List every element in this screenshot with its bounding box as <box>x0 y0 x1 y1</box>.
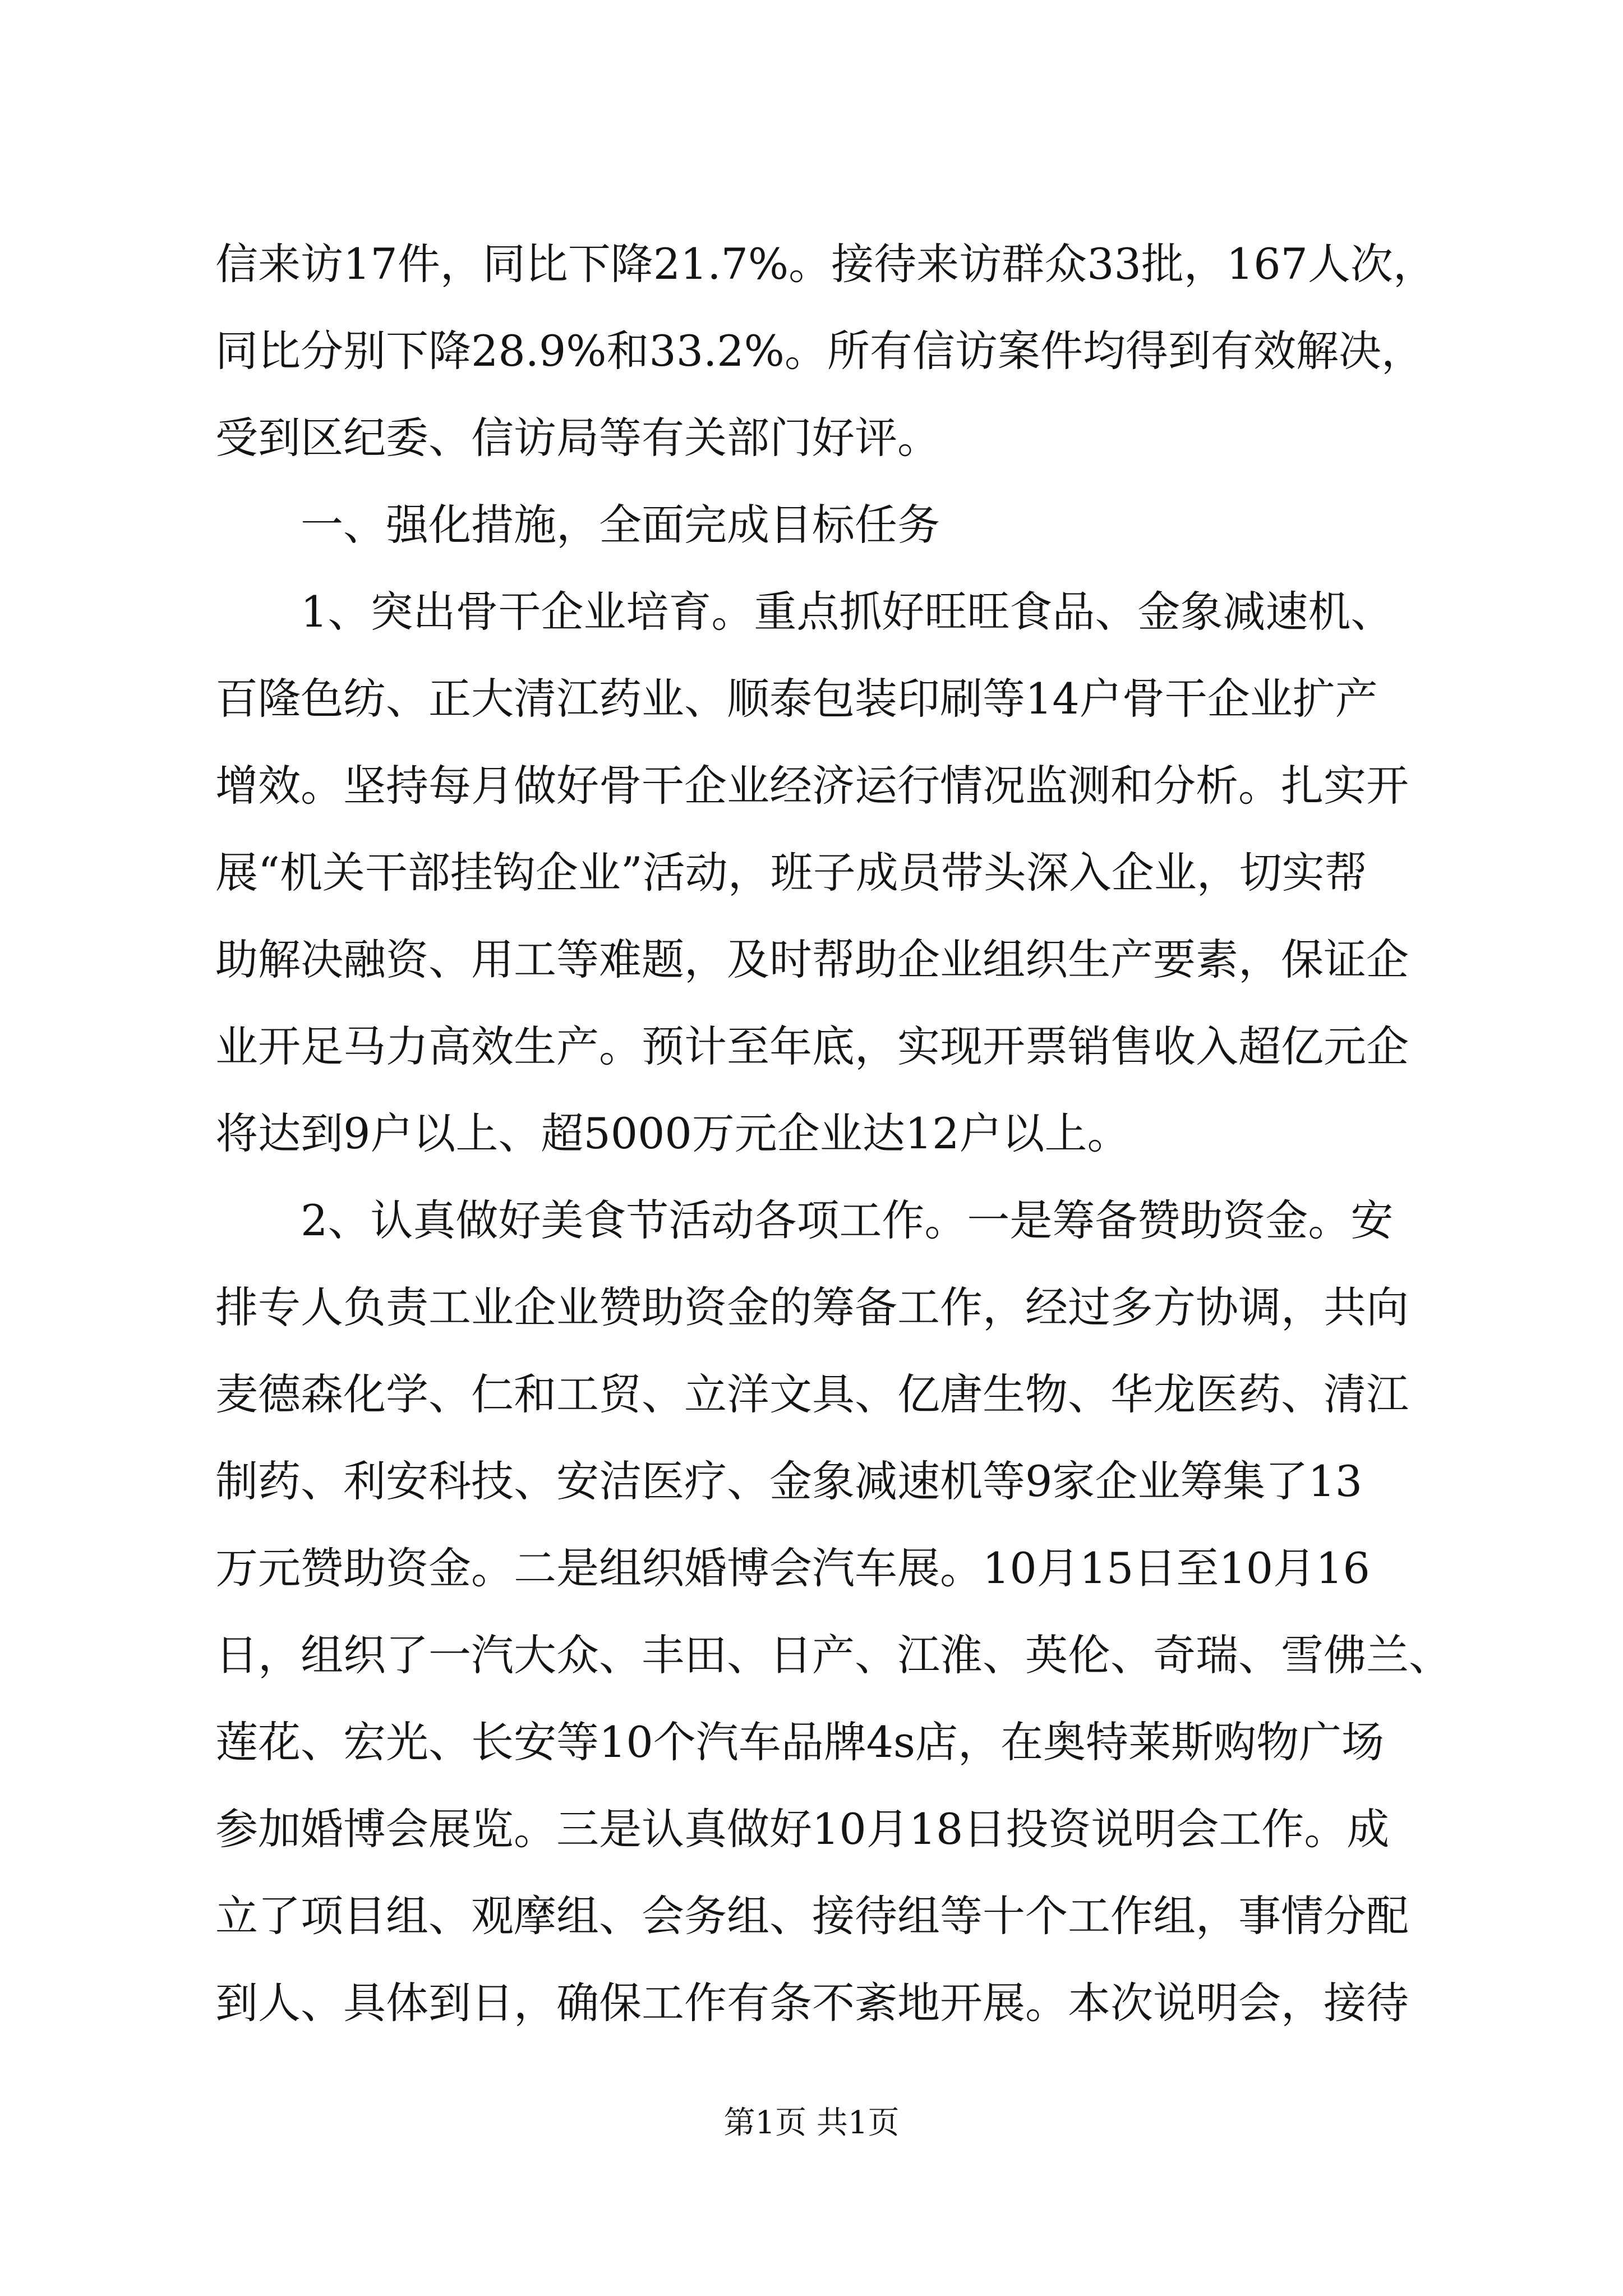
text-line: 一、强化措施，全面完成目标任务 <box>301 500 940 550</box>
page-footer: 第1页 共1页 <box>723 2105 900 2141</box>
text-line: 排专人负责工业企业赞助资金的筹备工作，经过多方协调，共向 <box>215 1282 1409 1332</box>
text-line: 同比分别下降28.9%和33.2%。所有信访案件均得到有效解决， <box>215 326 1424 376</box>
text-line: 2、认真做好美食节活动各项工作。一是筹备赞助资金。安 <box>301 1195 1394 1245</box>
text-line: 万元赞助资金。二是组织婚博会汽车展。10月15日至10月16 <box>215 1543 1370 1593</box>
text-line: 将达到9户以上、超5000万元企业达12户以上。 <box>215 1108 1130 1158</box>
text-line: 制药、利安科技、安洁医疗、金象减速机等9家企业筹集了13 <box>215 1456 1363 1506</box>
text-line: 日，组织了一汽大众、丰田、日产、江淮、英伦、奇瑞、雪佛兰、 <box>215 1630 1451 1680</box>
text-line: 立了项目组、观摩组、会务组、接待组等十个工作组，事情分配 <box>215 1891 1409 1941</box>
text-line: 1、突出骨干企业培育。重点抓好旺旺食品、金象减速机、 <box>301 587 1394 637</box>
document-body <box>215 220 1451 2046</box>
text-line: 助解决融资、用工等难题，及时帮助企业组织生产要素，保证企 <box>215 935 1409 984</box>
text-line: 百隆色纺、正大清江药业、顺泰包装印刷等14户骨干企业扩产 <box>215 674 1378 724</box>
text-line: 信来访17件，同比下降21.7%。接待来访群众33批，167人次， <box>215 239 1436 289</box>
text-line: 到人、具体到日，确保工作有条不紊地开展。本次说明会，接待 <box>215 1978 1409 2028</box>
text-line: 展“机关干部挂钩企业”活动，班子成员带头深入企业，切实帮 <box>215 848 1367 898</box>
text-line: 受到区纪委、信访局等有关部门好评。 <box>215 413 940 463</box>
text-line: 麦德森化学、仁和工贸、立洋文具、亿唐生物、华龙医药、清江 <box>215 1369 1409 1419</box>
text-line: 莲花、宏光、长安等10个汽车品牌4s店，在奥特莱斯购物广场 <box>215 1717 1385 1767</box>
text-line: 增效。坚持每月做好骨干企业经济运行情况监测和分析。扎实开 <box>215 761 1409 811</box>
text-line: 参加婚博会展览。三是认真做好10月18日投资说明会工作。成 <box>215 1804 1390 1854</box>
text-line: 业开足马力高效生产。预计至年底，实现开票销售收入超亿元企 <box>215 1022 1409 1071</box>
